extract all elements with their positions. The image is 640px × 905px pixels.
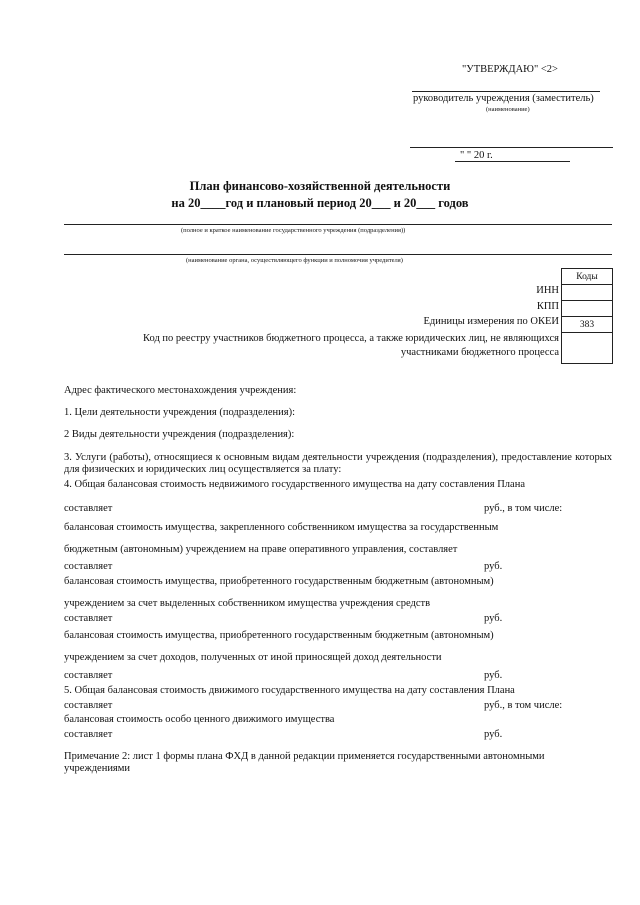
document-title-line1: План финансово-хозяйственной деятельности <box>189 179 451 193</box>
acquired-income-amount-label: составляет <box>64 670 113 681</box>
assigned-property-line2: бюджетным (автономным) учреждением на праве оперативного управления, составляет <box>64 544 458 555</box>
acquired-income-line2: учреждением за счет доходов, полученных от иной приносящей доход деятельности <box>64 652 442 663</box>
inn-label: ИНН <box>536 285 559 296</box>
founder-name-field[interactable] <box>64 254 612 255</box>
immovable-amount-label: составляет <box>64 503 113 514</box>
valuable-movable-rub: руб. <box>484 729 503 740</box>
registry-code-cell[interactable] <box>562 333 613 364</box>
acquired-income-line1: балансовая стоимость имущества, приобретенного государственным бюджетным (автономным) <box>64 630 494 641</box>
address-line: Адрес фактического местонахождения учреждения: <box>64 385 297 396</box>
movable-amount-label: составляет <box>64 700 113 711</box>
goals-line: 1. Цели деятельности учреждения (подразделения): <box>64 407 296 418</box>
founder-name-caption: (наименование органа, осуществляющего функции и полномочия учредителя) <box>186 257 403 264</box>
note-paragraph: Примечание 2: лист 1 формы плана ФХД в данной редакции применяется государственными автономными учреждениями <box>64 751 545 774</box>
okei-label: Единицы измерения по ОКЕИ <box>423 316 559 327</box>
registry-label-line2: участниками бюджетного процесса <box>400 347 559 358</box>
approval-top-line <box>412 91 600 92</box>
immovable-rub-incl: руб., в том числе: <box>484 503 563 514</box>
approval-signature-line <box>410 147 613 148</box>
approval-date-underline <box>455 161 570 162</box>
approval-heading: "УТВЕРЖДАЮ" <2> <box>462 64 558 75</box>
okei-code-cell[interactable]: 383 <box>562 317 613 333</box>
kpp-label: КПП <box>536 301 559 312</box>
acquired-income-rub: руб. <box>484 670 503 681</box>
acquired-funds-rub: руб. <box>484 613 503 624</box>
institution-name-field[interactable] <box>64 224 612 225</box>
document-title-line2: на 20____год и плановый период 20___ и 20___ годов <box>171 196 469 210</box>
kpp-code-cell[interactable] <box>562 301 613 317</box>
inn-code-cell[interactable] <box>562 285 613 301</box>
approval-date-line: " " 20 г. <box>460 150 493 161</box>
assigned-amount-label: составляет <box>64 561 113 572</box>
registry-label-line1: Код по реестру участников бюджетного процесса, а также юридических лиц, не являющихся <box>143 333 559 344</box>
acquired-funds-amount-label: составляет <box>64 613 113 624</box>
assigned-rub: руб. <box>484 561 503 572</box>
approval-name-caption: (наименование) <box>486 106 530 113</box>
valuable-movable-line: балансовая стоимость особо ценного движимого имущества <box>64 714 335 725</box>
acquired-funds-line1: балансовая стоимость имущества, приобретенного государственным бюджетным (автономным) <box>64 576 494 587</box>
institution-name-caption: (полное и краткое наименование государственного учреждения (подразделения)) <box>181 227 406 234</box>
valuable-movable-amount-label: составляет <box>64 729 113 740</box>
approval-head-label: руководитель учреждения (заместитель) <box>413 93 594 104</box>
assigned-property-line1: балансовая стоимость имущества, закрепленного собственником имущества за государственным <box>64 522 499 533</box>
services-paragraph: 3. Услуги (работы), относящиеся к основным видам деятельности учреждения (подразделения), предоставление которых для физических и юридических лиц осуществляется за плату: <box>64 452 612 475</box>
codes-table <box>561 268 613 364</box>
codes-header: Коды <box>562 269 613 285</box>
movable-rub-incl: руб., в том числе: <box>484 700 563 711</box>
activities-line: 2 Виды деятельности учреждения (подразделения): <box>64 429 295 440</box>
acquired-funds-line2: учреждением за счет выделенных собственником имущества учреждения средств <box>64 598 431 609</box>
immovable-total-line: 4. Общая балансовая стоимость недвижимого государственного имущества на дату составления Плана <box>64 479 525 490</box>
movable-total-line: 5. Общая балансовая стоимость движимого государственного имущества на дату составления Плана <box>64 685 515 696</box>
